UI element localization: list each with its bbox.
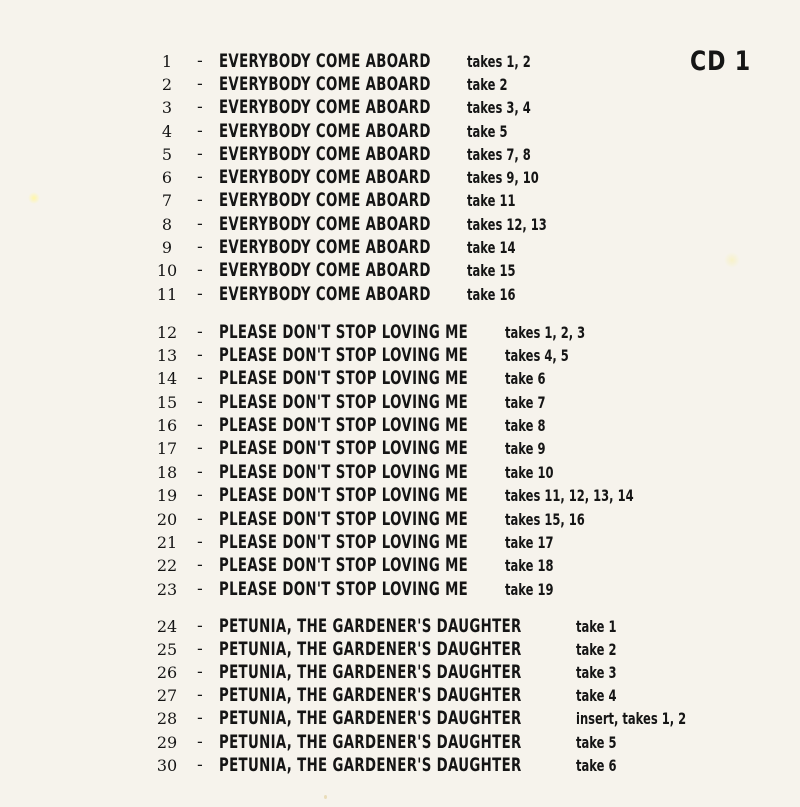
track-take: take 5	[576, 733, 617, 752]
track-separator: -	[197, 438, 203, 457]
track-number: 24	[156, 617, 178, 636]
track-title: PLEASE DON'T STOP LOVING ME	[219, 367, 469, 389]
track-number: 7	[161, 191, 173, 210]
track-row	[0, 283, 760, 306]
track-row	[0, 554, 760, 577]
track-number: 16	[156, 416, 178, 435]
track-separator: -	[197, 555, 203, 574]
track-row	[0, 437, 760, 460]
track-separator: -	[197, 579, 203, 598]
track-number: 19	[156, 486, 178, 505]
track-take: insert, takes 1, 2	[576, 709, 687, 728]
track-title: EVERYBODY COME ABOARD	[219, 166, 431, 188]
track-title: PETUNIA, THE GARDENER'S DAUGHTER	[219, 684, 522, 706]
track-title: PLEASE DON'T STOP LOVING ME	[219, 484, 469, 506]
track-title: PLEASE DON'T STOP LOVING ME	[219, 321, 469, 343]
track-row	[0, 461, 760, 484]
track-row	[0, 414, 760, 437]
track-row	[0, 367, 760, 390]
track-row	[0, 213, 760, 236]
track-take: take 11	[467, 191, 516, 210]
track-separator: -	[197, 392, 203, 411]
track-row	[0, 707, 760, 730]
track-separator: -	[197, 214, 203, 233]
track-row	[0, 236, 760, 259]
track-take: take 1	[576, 617, 617, 636]
track-separator: -	[197, 284, 203, 303]
track-row	[0, 391, 760, 414]
track-number: 5	[161, 145, 173, 164]
track-separator: -	[197, 97, 203, 116]
track-row	[0, 615, 760, 638]
track-number: 17	[156, 439, 178, 458]
track-row	[0, 508, 760, 531]
track-row	[0, 73, 760, 96]
track-title: PLEASE DON'T STOP LOVING ME	[219, 531, 469, 553]
track-take: takes 12, 13	[467, 215, 547, 234]
track-title: EVERYBODY COME ABOARD	[219, 143, 431, 165]
track-number: 28	[156, 709, 178, 728]
track-number: 8	[161, 215, 173, 234]
track-row	[0, 578, 760, 601]
track-number: 10	[156, 261, 178, 280]
track-number: 25	[156, 640, 178, 659]
track-separator: -	[197, 685, 203, 704]
track-separator: -	[197, 260, 203, 279]
track-title: PETUNIA, THE GARDENER'S DAUGHTER	[219, 754, 522, 776]
track-title: PETUNIA, THE GARDENER'S DAUGHTER	[219, 615, 522, 637]
track-title: PLEASE DON'T STOP LOVING ME	[219, 508, 469, 530]
track-separator: -	[197, 616, 203, 635]
track-title: EVERYBODY COME ABOARD	[219, 96, 431, 118]
track-number: 1	[161, 52, 173, 71]
track-number: 22	[156, 556, 178, 575]
track-number: 26	[156, 663, 178, 682]
track-title: PLEASE DON'T STOP LOVING ME	[219, 578, 469, 600]
track-take: take 17	[505, 533, 554, 552]
track-number: 23	[156, 580, 178, 599]
track-title: EVERYBODY COME ABOARD	[219, 120, 431, 142]
track-separator: -	[197, 485, 203, 504]
track-take: take 10	[505, 463, 554, 482]
track-row	[0, 50, 760, 73]
track-separator: -	[197, 51, 203, 70]
track-row	[0, 189, 760, 212]
track-take: take 14	[467, 238, 516, 257]
track-title: EVERYBODY COME ABOARD	[219, 259, 431, 281]
track-row	[0, 661, 760, 684]
track-take: take 2	[467, 75, 508, 94]
track-row	[0, 143, 760, 166]
track-number: 20	[156, 510, 178, 529]
track-separator: -	[197, 532, 203, 551]
track-title: PLEASE DON'T STOP LOVING ME	[219, 461, 469, 483]
track-separator: -	[197, 509, 203, 528]
track-separator: -	[197, 639, 203, 658]
track-take: takes 15, 16	[505, 510, 585, 529]
track-title: PETUNIA, THE GARDENER'S DAUGHTER	[219, 638, 522, 660]
track-row	[0, 344, 760, 367]
track-number: 12	[156, 323, 178, 342]
paper-speck	[324, 795, 327, 799]
track-title: PLEASE DON'T STOP LOVING ME	[219, 414, 469, 436]
track-number: 2	[161, 75, 173, 94]
track-take: takes 7, 8	[467, 145, 531, 164]
track-number: 27	[156, 686, 178, 705]
track-separator: -	[197, 462, 203, 481]
track-title: EVERYBODY COME ABOARD	[219, 283, 431, 305]
track-separator: -	[197, 732, 203, 751]
track-take: take 9	[505, 439, 546, 458]
track-separator: -	[197, 368, 203, 387]
track-take: take 3	[576, 663, 617, 682]
track-title: EVERYBODY COME ABOARD	[219, 50, 431, 72]
track-number: 4	[161, 122, 173, 141]
track-row	[0, 531, 760, 554]
track-take: take 7	[505, 393, 546, 412]
track-number: 30	[156, 756, 178, 775]
track-separator: -	[197, 415, 203, 434]
disc-label: CD 1	[690, 46, 752, 77]
track-number: 3	[161, 98, 173, 117]
track-separator: -	[197, 322, 203, 341]
track-separator: -	[197, 121, 203, 140]
track-number: 14	[156, 369, 178, 388]
track-title: PLEASE DON'T STOP LOVING ME	[219, 554, 469, 576]
track-take: take 18	[505, 556, 554, 575]
track-separator: -	[197, 144, 203, 163]
track-take: take 6	[576, 756, 617, 775]
track-separator: -	[197, 74, 203, 93]
track-title: EVERYBODY COME ABOARD	[219, 213, 431, 235]
track-title: PETUNIA, THE GARDENER'S DAUGHTER	[219, 731, 522, 753]
track-number: 13	[156, 346, 178, 365]
track-take: take 8	[505, 416, 546, 435]
track-take: take 15	[467, 261, 516, 280]
track-take: takes 1, 2, 3	[505, 323, 586, 342]
track-separator: -	[197, 755, 203, 774]
track-title: EVERYBODY COME ABOARD	[219, 189, 431, 211]
track-title: EVERYBODY COME ABOARD	[219, 236, 431, 258]
track-separator: -	[197, 190, 203, 209]
track-number: 11	[156, 285, 178, 304]
track-row	[0, 484, 760, 507]
track-separator: -	[197, 662, 203, 681]
track-take: takes 11, 12, 13, 14	[505, 486, 634, 505]
track-title: EVERYBODY COME ABOARD	[219, 73, 431, 95]
track-take: takes 4, 5	[505, 346, 569, 365]
track-row	[0, 754, 760, 777]
track-number: 9	[161, 238, 173, 257]
track-row	[0, 684, 760, 707]
track-take: take 6	[505, 369, 546, 388]
track-take: takes 3, 4	[467, 98, 531, 117]
track-take: take 4	[576, 686, 617, 705]
track-title: PLEASE DON'T STOP LOVING ME	[219, 344, 469, 366]
track-take: take 5	[467, 122, 508, 141]
track-take: take 2	[576, 640, 617, 659]
track-row	[0, 638, 760, 661]
track-row	[0, 731, 760, 754]
track-number: 6	[161, 168, 173, 187]
track-title: PETUNIA, THE GARDENER'S DAUGHTER	[219, 661, 522, 683]
track-number: 21	[156, 533, 178, 552]
track-row	[0, 259, 760, 282]
track-separator: -	[197, 237, 203, 256]
track-separator: -	[197, 708, 203, 727]
track-separator: -	[197, 167, 203, 186]
track-number: 18	[156, 463, 178, 482]
track-take: take 16	[467, 285, 516, 304]
track-title: PLEASE DON'T STOP LOVING ME	[219, 437, 469, 459]
track-take: takes 1, 2	[467, 52, 531, 71]
track-number: 15	[156, 393, 178, 412]
track-title: PLEASE DON'T STOP LOVING ME	[219, 391, 469, 413]
track-separator: -	[197, 345, 203, 364]
track-row	[0, 120, 760, 143]
track-title: PETUNIA, THE GARDENER'S DAUGHTER	[219, 707, 522, 729]
track-take: takes 9, 10	[467, 168, 539, 187]
track-row	[0, 166, 760, 189]
track-row	[0, 321, 760, 344]
track-number: 29	[156, 733, 178, 752]
track-take: take 19	[505, 580, 554, 599]
track-row	[0, 96, 760, 119]
